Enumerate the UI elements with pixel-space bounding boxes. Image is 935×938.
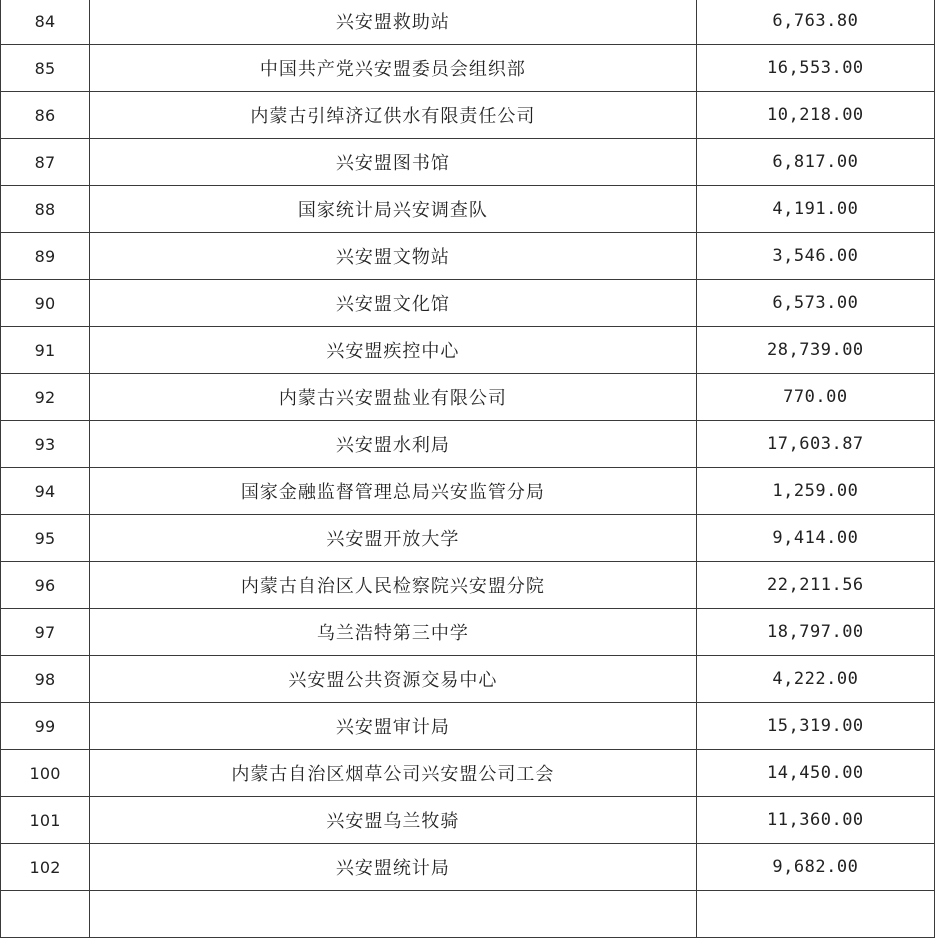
row-number-cell: 88	[1, 186, 90, 233]
row-number-cell: 87	[1, 139, 90, 186]
table-row	[1, 374, 935, 421]
table-row	[1, 421, 935, 468]
unit-name-cell	[90, 891, 697, 938]
row-number-cell: 98	[1, 656, 90, 703]
table-row	[1, 750, 935, 797]
amount-cell: 11,360.00	[696, 797, 934, 844]
unit-name-cell: 国家金融监督管理总局兴安监管分局	[90, 468, 697, 515]
unit-name-cell: 兴安盟文物站	[90, 233, 697, 280]
unit-name-cell: 中国共产党兴安盟委员会组织部	[90, 45, 697, 92]
row-number-cell: 99	[1, 703, 90, 750]
row-number-cell	[1, 891, 90, 938]
table-row	[1, 92, 935, 139]
amount-cell: 18,797.00	[696, 609, 934, 656]
table-row	[1, 562, 935, 609]
amount-cell: 28,739.00	[696, 327, 934, 374]
amount-cell: 6,763.80	[696, 0, 934, 45]
unit-name-cell: 兴安盟救助站	[90, 0, 697, 45]
row-number-cell: 92	[1, 374, 90, 421]
amount-cell: 22,211.56	[696, 562, 934, 609]
row-number-cell: 85	[1, 45, 90, 92]
amount-cell: 6,817.00	[696, 139, 934, 186]
amount-cell: 17,603.87	[696, 421, 934, 468]
unit-name-cell: 内蒙古自治区烟草公司兴安盟公司工会	[90, 750, 697, 797]
row-number-cell: 96	[1, 562, 90, 609]
table-row	[1, 45, 935, 92]
amount-cell: 3,546.00	[696, 233, 934, 280]
table-row	[1, 233, 935, 280]
amount-cell: 4,191.00	[696, 186, 934, 233]
amount-cell: 6,573.00	[696, 280, 934, 327]
unit-name-cell: 内蒙古引绰济辽供水有限责任公司	[90, 92, 697, 139]
row-number-cell: 84	[1, 0, 90, 45]
unit-name-cell: 兴安盟开放大学	[90, 515, 697, 562]
table-row	[1, 703, 935, 750]
amount-cell: 9,414.00	[696, 515, 934, 562]
unit-name-cell: 兴安盟审计局	[90, 703, 697, 750]
table-row	[1, 280, 935, 327]
row-number-cell: 89	[1, 233, 90, 280]
row-number-cell: 94	[1, 468, 90, 515]
table-row	[1, 327, 935, 374]
table-row	[1, 0, 935, 45]
row-number-cell: 100	[1, 750, 90, 797]
amount-cell: 15,319.00	[696, 703, 934, 750]
unit-name-cell: 兴安盟统计局	[90, 844, 697, 891]
row-number-cell: 101	[1, 797, 90, 844]
table-row	[1, 468, 935, 515]
unit-name-cell: 兴安盟疾控中心	[90, 327, 697, 374]
amount-cell: 4,222.00	[696, 656, 934, 703]
unit-name-cell: 兴安盟公共资源交易中心	[90, 656, 697, 703]
amount-cell: 770.00	[696, 374, 934, 421]
unit-name-cell: 内蒙古兴安盟盐业有限公司	[90, 374, 697, 421]
table-row	[1, 656, 935, 703]
amount-cell: 16,553.00	[696, 45, 934, 92]
table-row	[1, 515, 935, 562]
row-number-cell: 97	[1, 609, 90, 656]
amount-cell	[696, 891, 934, 938]
unit-name-cell: 国家统计局兴安调查队	[90, 186, 697, 233]
row-number-cell: 95	[1, 515, 90, 562]
row-number-cell: 90	[1, 280, 90, 327]
amount-cell: 9,682.00	[696, 844, 934, 891]
table-row	[1, 891, 935, 938]
unit-name-cell: 乌兰浩特第三中学	[90, 609, 697, 656]
unit-name-cell: 兴安盟图书馆	[90, 139, 697, 186]
table-row	[1, 186, 935, 233]
unit-name-cell: 兴安盟水利局	[90, 421, 697, 468]
amount-cell: 10,218.00	[696, 92, 934, 139]
row-number-cell: 102	[1, 844, 90, 891]
unit-name-cell: 兴安盟乌兰牧骑	[90, 797, 697, 844]
row-number-cell: 93	[1, 421, 90, 468]
row-number-cell: 86	[1, 92, 90, 139]
table-row	[1, 139, 935, 186]
amount-cell: 1,259.00	[696, 468, 934, 515]
unit-name-cell: 兴安盟文化馆	[90, 280, 697, 327]
unit-name-cell: 内蒙古自治区人民检察院兴安盟分院	[90, 562, 697, 609]
amount-cell: 14,450.00	[696, 750, 934, 797]
table-row	[1, 844, 935, 891]
row-number-cell: 91	[1, 327, 90, 374]
table-row	[1, 609, 935, 656]
table-body	[1, 0, 935, 938]
table-row	[1, 797, 935, 844]
